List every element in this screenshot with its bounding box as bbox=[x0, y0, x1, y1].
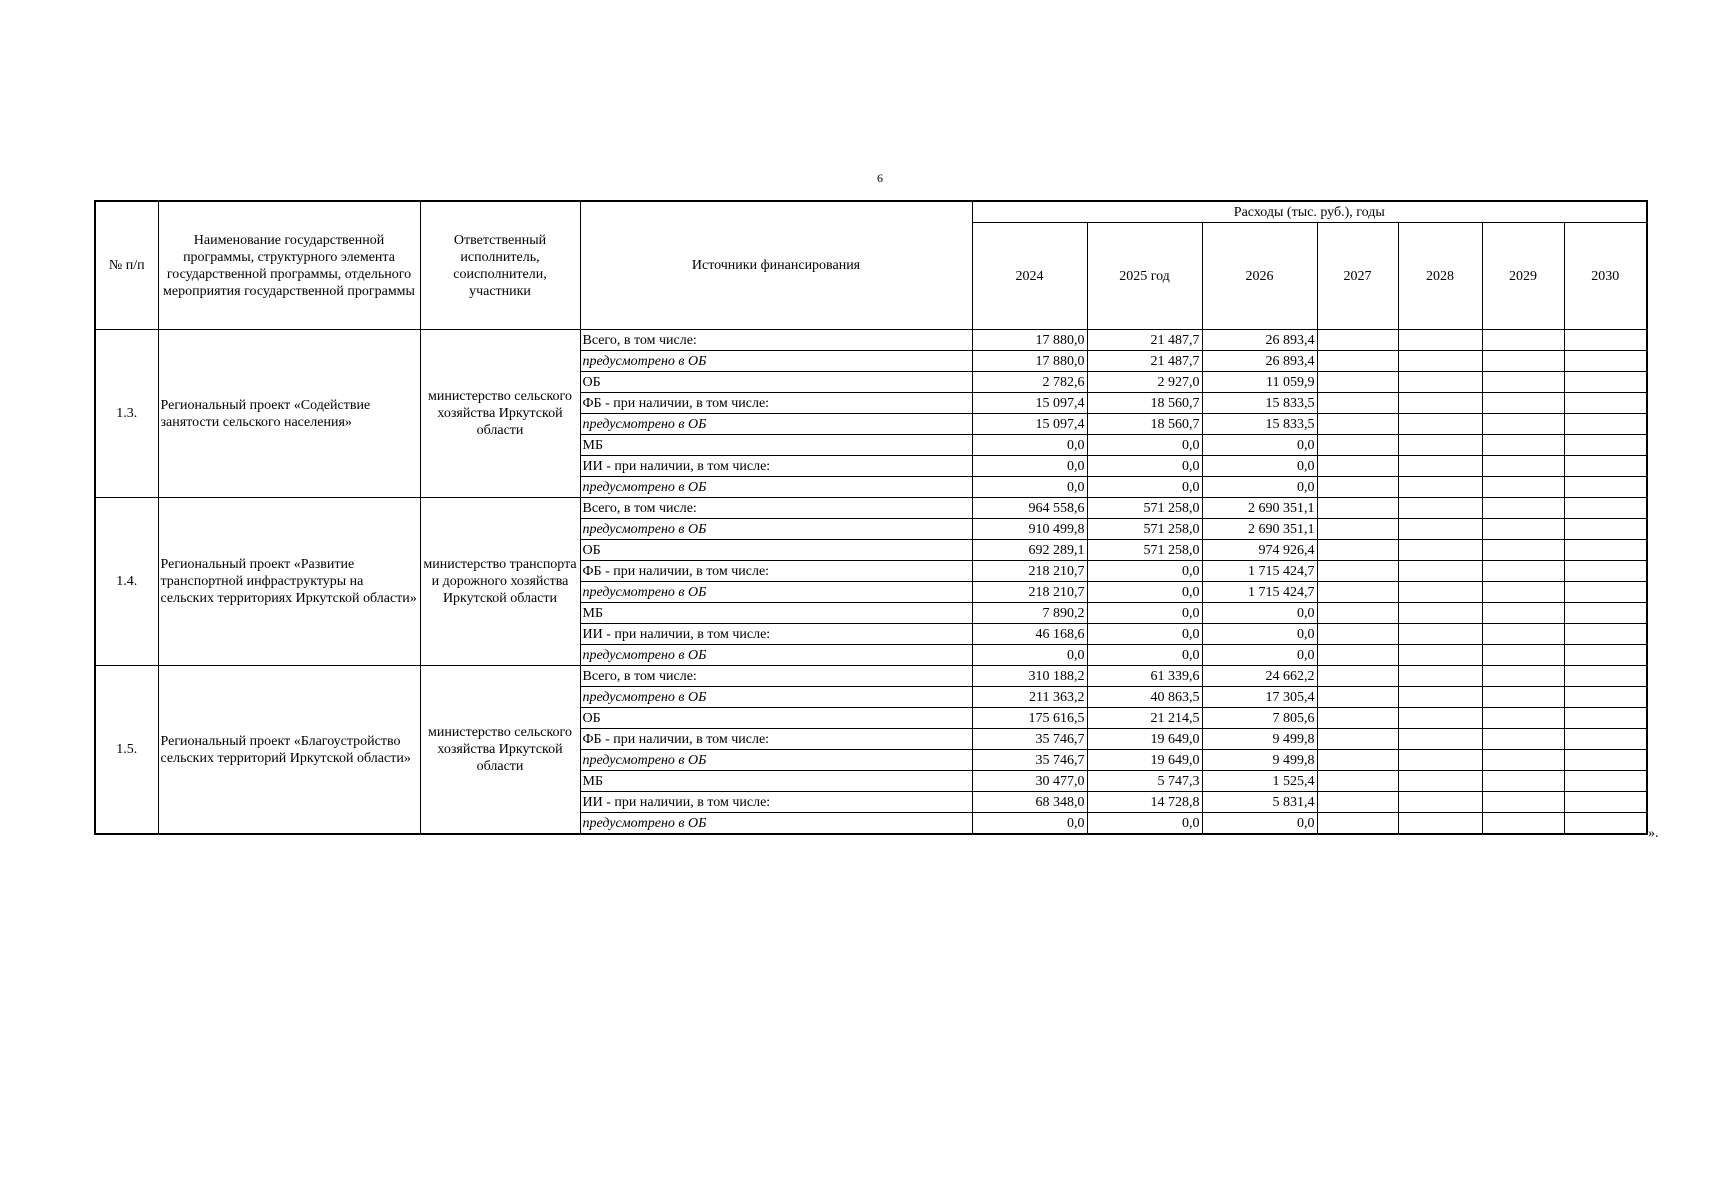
group-name: Региональный проект «Благоустройство сельских территорий Иркутской области» bbox=[158, 666, 420, 835]
expense-value bbox=[1398, 519, 1482, 540]
expense-value: 26 893,4 bbox=[1202, 330, 1317, 351]
expense-value: 15 097,4 bbox=[972, 414, 1087, 435]
expense-value bbox=[1564, 624, 1647, 645]
funding-source: МБ bbox=[580, 771, 972, 792]
funding-source: ФБ - при наличии, в том числе: bbox=[580, 393, 972, 414]
funding-source: ОБ bbox=[580, 540, 972, 561]
expense-value bbox=[1482, 582, 1564, 603]
expense-value bbox=[1317, 540, 1398, 561]
expense-value bbox=[1482, 792, 1564, 813]
expense-value bbox=[1317, 351, 1398, 372]
expense-value bbox=[1398, 624, 1482, 645]
header-expenses: Расходы (тыс. руб.), годы bbox=[972, 201, 1647, 223]
expense-value bbox=[1482, 540, 1564, 561]
expense-value: 0,0 bbox=[1087, 561, 1202, 582]
header-executor: Ответственный исполнитель, соисполнители, участники bbox=[420, 201, 580, 330]
expense-value: 910 499,8 bbox=[972, 519, 1087, 540]
expense-value bbox=[1564, 330, 1647, 351]
expense-value bbox=[1482, 456, 1564, 477]
expense-value bbox=[1317, 603, 1398, 624]
expense-value bbox=[1564, 456, 1647, 477]
funding-source: ФБ - при наличии, в том числе: bbox=[580, 729, 972, 750]
expense-value bbox=[1398, 582, 1482, 603]
expense-value: 35 746,7 bbox=[972, 729, 1087, 750]
expense-value: 40 863,5 bbox=[1087, 687, 1202, 708]
expense-value bbox=[1398, 540, 1482, 561]
funding-source: ФБ - при наличии, в том числе: bbox=[580, 561, 972, 582]
expense-value bbox=[1564, 792, 1647, 813]
expense-value bbox=[1482, 372, 1564, 393]
expense-value: 0,0 bbox=[1087, 624, 1202, 645]
funding-source: ОБ bbox=[580, 708, 972, 729]
funding-source: ОБ bbox=[580, 372, 972, 393]
header-year: 2027 bbox=[1317, 223, 1398, 330]
expense-value bbox=[1398, 750, 1482, 771]
expense-value: 0,0 bbox=[1087, 477, 1202, 498]
expense-value bbox=[1482, 771, 1564, 792]
expense-value: 2 690 351,1 bbox=[1202, 519, 1317, 540]
expense-value bbox=[1317, 729, 1398, 750]
expense-value bbox=[1482, 519, 1564, 540]
funding-source: Всего, в том числе: bbox=[580, 330, 972, 351]
expense-value bbox=[1317, 372, 1398, 393]
expense-value: 7 890,2 bbox=[972, 603, 1087, 624]
expense-value bbox=[1317, 561, 1398, 582]
funding-source: ИИ - при наличии, в том числе: bbox=[580, 792, 972, 813]
expense-value bbox=[1564, 708, 1647, 729]
expense-value: 15 097,4 bbox=[972, 393, 1087, 414]
expense-value: 21 214,5 bbox=[1087, 708, 1202, 729]
funding-source: МБ bbox=[580, 435, 972, 456]
group-number: 1.3. bbox=[95, 330, 158, 498]
expense-value bbox=[1482, 708, 1564, 729]
expense-value bbox=[1482, 624, 1564, 645]
expense-value bbox=[1564, 603, 1647, 624]
expense-value bbox=[1564, 666, 1647, 687]
table-row bbox=[95, 666, 1647, 687]
expense-value bbox=[1398, 477, 1482, 498]
expense-value bbox=[1317, 477, 1398, 498]
expense-value bbox=[1482, 813, 1564, 835]
expense-value bbox=[1398, 666, 1482, 687]
expense-value bbox=[1317, 708, 1398, 729]
expense-value: 964 558,6 bbox=[972, 498, 1087, 519]
expense-value: 17 880,0 bbox=[972, 330, 1087, 351]
expense-value: 17 305,4 bbox=[1202, 687, 1317, 708]
expense-value: 1 715 424,7 bbox=[1202, 582, 1317, 603]
expense-value bbox=[1398, 372, 1482, 393]
expense-value bbox=[1564, 729, 1647, 750]
expense-value bbox=[1317, 456, 1398, 477]
expense-value: 35 746,7 bbox=[972, 750, 1087, 771]
expense-value bbox=[1317, 582, 1398, 603]
table-header bbox=[95, 201, 1647, 330]
expense-value bbox=[1317, 624, 1398, 645]
expense-value bbox=[1482, 729, 1564, 750]
header-year: 2024 bbox=[972, 223, 1087, 330]
funding-source: предусмотрено в ОБ bbox=[580, 477, 972, 498]
group-executor: министерство сельского хозяйства Иркутской области bbox=[420, 666, 580, 835]
expense-value: 175 616,5 bbox=[972, 708, 1087, 729]
expense-value bbox=[1564, 540, 1647, 561]
expense-value: 15 833,5 bbox=[1202, 414, 1317, 435]
expense-value bbox=[1398, 603, 1482, 624]
expense-value bbox=[1317, 435, 1398, 456]
expense-value: 0,0 bbox=[1087, 582, 1202, 603]
expense-value: 0,0 bbox=[1202, 603, 1317, 624]
expense-value bbox=[1317, 498, 1398, 519]
expense-value: 0,0 bbox=[1202, 645, 1317, 666]
expense-value: 0,0 bbox=[972, 813, 1087, 835]
expense-value bbox=[1482, 393, 1564, 414]
expense-value: 1 715 424,7 bbox=[1202, 561, 1317, 582]
group-executor: министерство транспорта и дорожного хозяйства Иркутской области bbox=[420, 498, 580, 666]
expense-value bbox=[1398, 687, 1482, 708]
expense-value: 0,0 bbox=[1202, 456, 1317, 477]
expense-value bbox=[1317, 750, 1398, 771]
header-year: 2025 год bbox=[1087, 223, 1202, 330]
group-name: Региональный проект «Развитие транспортной инфраструктуры на сельских территориях Иркутской области» bbox=[158, 498, 420, 666]
expense-value bbox=[1564, 414, 1647, 435]
expense-value bbox=[1564, 582, 1647, 603]
expense-value: 18 560,7 bbox=[1087, 393, 1202, 414]
expense-value bbox=[1398, 708, 1482, 729]
group-number: 1.4. bbox=[95, 498, 158, 666]
expense-value bbox=[1317, 687, 1398, 708]
expense-value bbox=[1482, 561, 1564, 582]
table-body bbox=[95, 330, 1647, 835]
expense-value: 68 348,0 bbox=[972, 792, 1087, 813]
expense-value bbox=[1482, 477, 1564, 498]
expense-value bbox=[1482, 645, 1564, 666]
expense-value bbox=[1564, 435, 1647, 456]
expense-value bbox=[1398, 456, 1482, 477]
expense-value: 0,0 bbox=[972, 645, 1087, 666]
expense-value bbox=[1398, 414, 1482, 435]
expense-value bbox=[1317, 813, 1398, 835]
expense-value: 0,0 bbox=[1087, 435, 1202, 456]
expense-value: 2 927,0 bbox=[1087, 372, 1202, 393]
expense-value bbox=[1317, 645, 1398, 666]
expense-value: 2 782,6 bbox=[972, 372, 1087, 393]
funding-source: ИИ - при наличии, в том числе: bbox=[580, 456, 972, 477]
funding-source: предусмотрено в ОБ bbox=[580, 582, 972, 603]
expense-value bbox=[1398, 771, 1482, 792]
expense-value: 571 258,0 bbox=[1087, 540, 1202, 561]
expense-value: 9 499,8 bbox=[1202, 729, 1317, 750]
expense-value: 310 188,2 bbox=[972, 666, 1087, 687]
expense-value bbox=[1564, 561, 1647, 582]
expense-value: 0,0 bbox=[1087, 813, 1202, 835]
expense-value: 0,0 bbox=[972, 435, 1087, 456]
expense-value: 692 289,1 bbox=[972, 540, 1087, 561]
expense-value bbox=[1564, 477, 1647, 498]
expense-value: 26 893,4 bbox=[1202, 351, 1317, 372]
funding-source: предусмотрено в ОБ bbox=[580, 414, 972, 435]
group-number: 1.5. bbox=[95, 666, 158, 835]
funding-source: предусмотрено в ОБ bbox=[580, 813, 972, 835]
expense-value: 21 487,7 bbox=[1087, 330, 1202, 351]
expense-value: 9 499,8 bbox=[1202, 750, 1317, 771]
expense-value: 18 560,7 bbox=[1087, 414, 1202, 435]
expense-value: 19 649,0 bbox=[1087, 729, 1202, 750]
expense-value: 5 747,3 bbox=[1087, 771, 1202, 792]
expense-value: 17 880,0 bbox=[972, 351, 1087, 372]
expense-value bbox=[1398, 351, 1482, 372]
expense-value: 0,0 bbox=[1087, 645, 1202, 666]
table-row bbox=[95, 498, 1647, 519]
expense-value: 0,0 bbox=[972, 477, 1087, 498]
funding-source: предусмотрено в ОБ bbox=[580, 687, 972, 708]
expense-value bbox=[1564, 645, 1647, 666]
expense-value bbox=[1564, 519, 1647, 540]
expense-value: 0,0 bbox=[1087, 603, 1202, 624]
header-year: 2030 bbox=[1564, 223, 1647, 330]
funding-source: Всего, в том числе: bbox=[580, 666, 972, 687]
group-name: Региональный проект «Содействие занятости сельского населения» bbox=[158, 330, 420, 498]
expense-value bbox=[1564, 498, 1647, 519]
expense-value: 15 833,5 bbox=[1202, 393, 1317, 414]
expense-value: 218 210,7 bbox=[972, 561, 1087, 582]
expense-value: 0,0 bbox=[1202, 813, 1317, 835]
expense-value: 218 210,7 bbox=[972, 582, 1087, 603]
header-name: Наименование государственной программы, структурного элемента государственной программы, отдельного мероприятия государственной программы bbox=[158, 201, 420, 330]
expense-value bbox=[1482, 750, 1564, 771]
expense-value bbox=[1398, 813, 1482, 835]
expense-value: 11 059,9 bbox=[1202, 372, 1317, 393]
funding-source: ИИ - при наличии, в том числе: bbox=[580, 624, 972, 645]
expense-value bbox=[1398, 645, 1482, 666]
expense-value: 2 690 351,1 bbox=[1202, 498, 1317, 519]
funding-source: предусмотрено в ОБ bbox=[580, 750, 972, 771]
expense-value bbox=[1317, 666, 1398, 687]
expense-value bbox=[1564, 393, 1647, 414]
expense-value bbox=[1482, 330, 1564, 351]
header-year: 2029 bbox=[1482, 223, 1564, 330]
expense-value: 5 831,4 bbox=[1202, 792, 1317, 813]
funding-source: предусмотрено в ОБ bbox=[580, 519, 972, 540]
expense-value bbox=[1564, 813, 1647, 835]
page-number: 6 bbox=[877, 171, 883, 185]
expense-value bbox=[1482, 666, 1564, 687]
expense-value: 974 926,4 bbox=[1202, 540, 1317, 561]
expense-value: 30 477,0 bbox=[972, 771, 1087, 792]
expense-value: 7 805,6 bbox=[1202, 708, 1317, 729]
expense-value bbox=[1482, 414, 1564, 435]
header-num: № п/п bbox=[95, 201, 158, 330]
expense-value bbox=[1317, 414, 1398, 435]
expense-value: 19 649,0 bbox=[1087, 750, 1202, 771]
expense-value bbox=[1398, 435, 1482, 456]
expense-value: 0,0 bbox=[1202, 477, 1317, 498]
expense-value bbox=[1482, 687, 1564, 708]
funding-source: предусмотрено в ОБ bbox=[580, 645, 972, 666]
expense-value bbox=[1398, 792, 1482, 813]
expense-value bbox=[1482, 351, 1564, 372]
expense-value bbox=[1398, 498, 1482, 519]
expense-value: 0,0 bbox=[1087, 456, 1202, 477]
budget-table bbox=[94, 200, 1648, 835]
expense-value bbox=[1564, 771, 1647, 792]
expense-value: 61 339,6 bbox=[1087, 666, 1202, 687]
expense-value bbox=[1398, 393, 1482, 414]
funding-source: предусмотрено в ОБ bbox=[580, 351, 972, 372]
expense-value: 0,0 bbox=[1202, 435, 1317, 456]
table-row bbox=[95, 330, 1647, 351]
expense-value: 21 487,7 bbox=[1087, 351, 1202, 372]
expense-value: 0,0 bbox=[1202, 624, 1317, 645]
expense-value bbox=[1317, 519, 1398, 540]
expense-value bbox=[1398, 561, 1482, 582]
expense-value bbox=[1398, 729, 1482, 750]
expense-value bbox=[1482, 603, 1564, 624]
funding-source: Всего, в том числе: bbox=[580, 498, 972, 519]
expense-value bbox=[1317, 393, 1398, 414]
header-sources: Источники финансирования bbox=[580, 201, 972, 330]
expense-value: 571 258,0 bbox=[1087, 519, 1202, 540]
expense-value bbox=[1317, 792, 1398, 813]
expense-value: 211 363,2 bbox=[972, 687, 1087, 708]
expense-value bbox=[1317, 771, 1398, 792]
expense-value bbox=[1564, 750, 1647, 771]
header-year: 2026 bbox=[1202, 223, 1317, 330]
expense-value bbox=[1482, 498, 1564, 519]
expense-value: 0,0 bbox=[972, 456, 1087, 477]
group-executor: министерство сельского хозяйства Иркутской области bbox=[420, 330, 580, 498]
expense-value bbox=[1564, 351, 1647, 372]
closing-mark: ». bbox=[1648, 826, 1659, 841]
expense-value bbox=[1564, 372, 1647, 393]
expense-value: 571 258,0 bbox=[1087, 498, 1202, 519]
expense-value: 46 168,6 bbox=[972, 624, 1087, 645]
expense-value bbox=[1482, 435, 1564, 456]
expense-value: 1 525,4 bbox=[1202, 771, 1317, 792]
expense-value bbox=[1398, 330, 1482, 351]
expense-value bbox=[1564, 687, 1647, 708]
header-year: 2028 bbox=[1398, 223, 1482, 330]
expense-value bbox=[1317, 330, 1398, 351]
expense-value: 24 662,2 bbox=[1202, 666, 1317, 687]
funding-source: МБ bbox=[580, 603, 972, 624]
expense-value: 14 728,8 bbox=[1087, 792, 1202, 813]
